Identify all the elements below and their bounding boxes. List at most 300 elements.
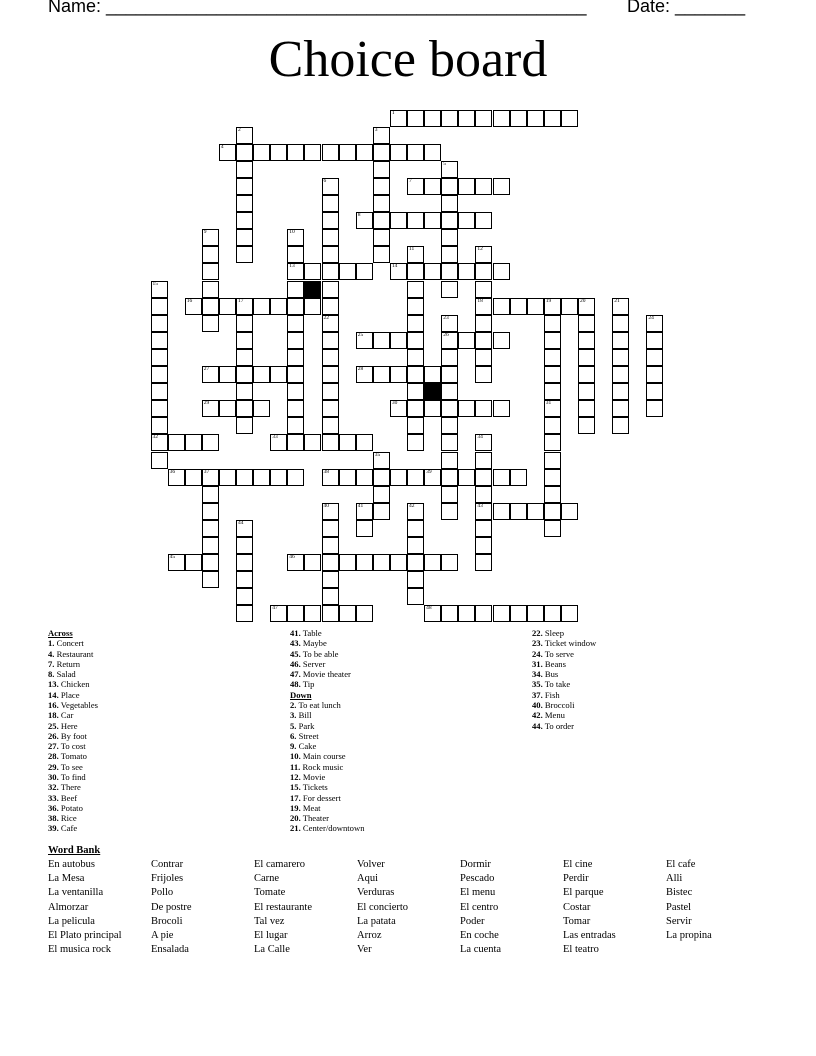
crossword-cell[interactable]	[578, 383, 595, 400]
crossword-cell[interactable]	[493, 332, 510, 349]
crossword-cell[interactable]	[407, 469, 424, 486]
crossword-cell[interactable]	[151, 383, 168, 400]
crossword-cell[interactable]	[475, 212, 492, 229]
crossword-cell[interactable]	[236, 588, 253, 605]
crossword-cell[interactable]	[544, 400, 561, 417]
crossword-cell[interactable]	[390, 212, 407, 229]
crossword-cell[interactable]	[407, 588, 424, 605]
crossword-cell[interactable]	[339, 263, 356, 280]
crossword-cell[interactable]	[236, 400, 253, 417]
crossword-cell[interactable]	[578, 332, 595, 349]
crossword-cell[interactable]	[339, 605, 356, 622]
crossword-cell[interactable]	[441, 417, 458, 434]
crossword-cell[interactable]	[236, 469, 253, 486]
crossword-cell[interactable]	[441, 554, 458, 571]
crossword-cell[interactable]	[407, 263, 424, 280]
crossword-cell[interactable]	[441, 315, 458, 332]
crossword-cell[interactable]	[441, 383, 458, 400]
crossword-cell[interactable]	[219, 298, 236, 315]
crossword-cell[interactable]	[441, 229, 458, 246]
crossword-cell[interactable]	[304, 434, 321, 451]
crossword-cell[interactable]	[322, 520, 339, 537]
crossword-cell[interactable]	[373, 366, 390, 383]
crossword-cell[interactable]	[151, 281, 168, 298]
crossword-cell[interactable]	[236, 605, 253, 622]
crossword-cell[interactable]	[356, 144, 373, 161]
crossword-cell[interactable]	[339, 144, 356, 161]
crossword-cell[interactable]	[322, 263, 339, 280]
crossword-cell[interactable]	[287, 417, 304, 434]
crossword-cell[interactable]	[407, 315, 424, 332]
crossword-cell[interactable]	[202, 571, 219, 588]
crossword-cell[interactable]	[441, 486, 458, 503]
crossword-cell[interactable]	[356, 605, 373, 622]
crossword-cell[interactable]	[544, 417, 561, 434]
crossword-cell[interactable]	[322, 315, 339, 332]
crossword-cell[interactable]	[441, 452, 458, 469]
crossword-cell[interactable]	[424, 212, 441, 229]
crossword-cell[interactable]	[373, 178, 390, 195]
crossword-cell[interactable]	[407, 537, 424, 554]
crossword-cell[interactable]	[458, 332, 475, 349]
crossword-cell[interactable]	[612, 400, 629, 417]
crossword-cell[interactable]	[441, 178, 458, 195]
crossword-cell[interactable]	[544, 486, 561, 503]
crossword-cell[interactable]	[561, 503, 578, 520]
crossword-cell[interactable]	[287, 281, 304, 298]
crossword-cell[interactable]	[612, 332, 629, 349]
crossword-cell[interactable]	[424, 400, 441, 417]
crossword-cell[interactable]	[390, 332, 407, 349]
crossword-cell[interactable]	[441, 332, 458, 349]
crossword-cell[interactable]	[253, 298, 270, 315]
crossword-cell[interactable]	[407, 212, 424, 229]
crossword-cell[interactable]	[475, 332, 492, 349]
crossword-cell[interactable]	[475, 503, 492, 520]
crossword-cell[interactable]	[236, 229, 253, 246]
crossword-cell[interactable]	[356, 263, 373, 280]
crossword-cell[interactable]	[527, 110, 544, 127]
crossword-cell[interactable]	[441, 503, 458, 520]
crossword-cell[interactable]	[441, 281, 458, 298]
crossword-cell[interactable]	[390, 469, 407, 486]
crossword-cell[interactable]	[236, 212, 253, 229]
crossword-cell[interactable]	[339, 469, 356, 486]
crossword-cell[interactable]	[441, 110, 458, 127]
crossword-cell[interactable]	[202, 486, 219, 503]
crossword-cell[interactable]	[527, 503, 544, 520]
crossword-cell[interactable]	[236, 520, 253, 537]
crossword-cell[interactable]	[168, 469, 185, 486]
crossword-cell[interactable]	[202, 554, 219, 571]
crossword-cell[interactable]	[356, 469, 373, 486]
crossword-cell[interactable]	[373, 127, 390, 144]
crossword-cell[interactable]	[578, 366, 595, 383]
crossword-cell[interactable]	[407, 434, 424, 451]
crossword-cell[interactable]	[424, 605, 441, 622]
crossword-cell[interactable]	[322, 605, 339, 622]
crossword-cell[interactable]	[475, 537, 492, 554]
crossword-cell[interactable]	[236, 383, 253, 400]
crossword-cell[interactable]	[646, 366, 663, 383]
crossword-cell[interactable]	[544, 434, 561, 451]
crossword-cell[interactable]	[646, 400, 663, 417]
crossword-cell[interactable]	[185, 434, 202, 451]
crossword-cell[interactable]	[373, 452, 390, 469]
crossword-cell[interactable]	[287, 383, 304, 400]
crossword-cell[interactable]	[646, 383, 663, 400]
crossword-cell[interactable]	[322, 434, 339, 451]
crossword-cell[interactable]	[151, 417, 168, 434]
crossword-cell[interactable]	[287, 332, 304, 349]
crossword-cell[interactable]	[202, 503, 219, 520]
crossword-cell[interactable]	[253, 400, 270, 417]
crossword-cell[interactable]	[578, 298, 595, 315]
crossword-cell[interactable]	[322, 298, 339, 315]
crossword-cell[interactable]	[202, 469, 219, 486]
crossword-cell[interactable]	[356, 332, 373, 349]
crossword-cell[interactable]	[510, 298, 527, 315]
crossword-cell[interactable]	[287, 349, 304, 366]
crossword-cell[interactable]	[578, 315, 595, 332]
crossword-cell[interactable]	[424, 554, 441, 571]
crossword-cell[interactable]	[390, 144, 407, 161]
crossword-cell[interactable]	[527, 605, 544, 622]
crossword-cell[interactable]	[475, 178, 492, 195]
crossword-cell[interactable]	[441, 263, 458, 280]
crossword-cell[interactable]	[151, 315, 168, 332]
crossword-cell[interactable]	[424, 144, 441, 161]
crossword-cell[interactable]	[304, 605, 321, 622]
crossword-cell[interactable]	[304, 144, 321, 161]
crossword-cell[interactable]	[322, 212, 339, 229]
crossword-cell[interactable]	[510, 503, 527, 520]
crossword-cell[interactable]	[561, 110, 578, 127]
crossword-cell[interactable]	[475, 605, 492, 622]
crossword-cell[interactable]	[322, 195, 339, 212]
crossword-cell[interactable]	[475, 263, 492, 280]
crossword-cell[interactable]	[304, 554, 321, 571]
crossword-cell[interactable]	[236, 178, 253, 195]
crossword-cell[interactable]	[373, 503, 390, 520]
crossword-cell[interactable]	[612, 383, 629, 400]
crossword-cell[interactable]	[322, 349, 339, 366]
crossword-cell[interactable]	[202, 520, 219, 537]
crossword-cell[interactable]	[646, 349, 663, 366]
crossword-cell[interactable]	[236, 537, 253, 554]
crossword-cell[interactable]	[475, 298, 492, 315]
crossword-cell[interactable]	[407, 281, 424, 298]
crossword-cell[interactable]	[544, 298, 561, 315]
crossword-cell[interactable]	[475, 434, 492, 451]
crossword-cell[interactable]	[322, 144, 339, 161]
crossword-cell[interactable]	[236, 554, 253, 571]
crossword-cell[interactable]	[219, 400, 236, 417]
crossword-cell[interactable]	[185, 554, 202, 571]
crossword-cell[interactable]	[322, 383, 339, 400]
crossword-cell[interactable]	[151, 452, 168, 469]
crossword-cell[interactable]	[270, 144, 287, 161]
crossword-cell[interactable]	[373, 246, 390, 263]
crossword-cell[interactable]	[304, 298, 321, 315]
crossword-cell[interactable]	[407, 383, 424, 400]
crossword-cell[interactable]	[339, 554, 356, 571]
crossword-cell[interactable]	[510, 605, 527, 622]
crossword-cell[interactable]	[458, 178, 475, 195]
crossword-cell[interactable]	[322, 332, 339, 349]
crossword-cell[interactable]	[458, 263, 475, 280]
crossword-cell[interactable]	[424, 110, 441, 127]
crossword-cell[interactable]	[356, 520, 373, 537]
crossword-cell[interactable]	[407, 503, 424, 520]
crossword-cell[interactable]	[407, 417, 424, 434]
crossword-cell[interactable]	[544, 366, 561, 383]
crossword-cell[interactable]	[646, 315, 663, 332]
crossword-cell[interactable]	[322, 417, 339, 434]
crossword-cell[interactable]	[202, 315, 219, 332]
crossword-cell[interactable]	[287, 144, 304, 161]
crossword-cell[interactable]	[544, 332, 561, 349]
crossword-cell[interactable]	[202, 229, 219, 246]
crossword-cell[interactable]	[236, 315, 253, 332]
crossword-cell[interactable]	[236, 417, 253, 434]
crossword-cell[interactable]	[475, 520, 492, 537]
crossword-cell[interactable]	[441, 605, 458, 622]
crossword-cell[interactable]	[219, 144, 236, 161]
crossword-cell[interactable]	[356, 434, 373, 451]
crossword-cell[interactable]	[475, 486, 492, 503]
crossword-cell[interactable]	[458, 469, 475, 486]
crossword-cell[interactable]	[202, 246, 219, 263]
crossword-cell[interactable]	[151, 366, 168, 383]
crossword-cell[interactable]	[390, 366, 407, 383]
crossword-cell[interactable]	[544, 315, 561, 332]
crossword-cell[interactable]	[646, 332, 663, 349]
crossword-cell[interactable]	[270, 469, 287, 486]
crossword-cell[interactable]	[441, 469, 458, 486]
crossword-cell[interactable]	[151, 434, 168, 451]
crossword-cell[interactable]	[202, 400, 219, 417]
crossword-cell[interactable]	[544, 520, 561, 537]
crossword-cell[interactable]	[458, 605, 475, 622]
crossword-cell[interactable]	[185, 298, 202, 315]
crossword-cell[interactable]	[612, 298, 629, 315]
crossword-cell[interactable]	[407, 246, 424, 263]
crossword-cell[interactable]	[270, 366, 287, 383]
crossword-cell[interactable]	[493, 605, 510, 622]
crossword-cell[interactable]	[287, 229, 304, 246]
crossword-cell[interactable]	[202, 263, 219, 280]
crossword-cell[interactable]	[493, 400, 510, 417]
crossword-cell[interactable]	[475, 281, 492, 298]
crossword-cell[interactable]	[356, 366, 373, 383]
crossword-cell[interactable]	[407, 298, 424, 315]
crossword-cell[interactable]	[544, 110, 561, 127]
crossword-cell[interactable]	[441, 246, 458, 263]
crossword-cell[interactable]	[407, 554, 424, 571]
crossword-cell[interactable]	[561, 298, 578, 315]
crossword-cell[interactable]	[287, 554, 304, 571]
crossword-cell[interactable]	[253, 366, 270, 383]
crossword-cell[interactable]	[458, 400, 475, 417]
crossword-cell[interactable]	[373, 161, 390, 178]
crossword-cell[interactable]	[544, 605, 561, 622]
crossword-cell[interactable]	[322, 469, 339, 486]
crossword-cell[interactable]	[322, 178, 339, 195]
crossword-cell[interactable]	[356, 212, 373, 229]
crossword-cell[interactable]	[287, 434, 304, 451]
crossword-cell[interactable]	[236, 161, 253, 178]
crossword-cell[interactable]	[202, 281, 219, 298]
crossword-cell[interactable]	[475, 315, 492, 332]
crossword-cell[interactable]	[475, 554, 492, 571]
crossword-cell[interactable]	[407, 144, 424, 161]
crossword-cell[interactable]	[407, 366, 424, 383]
crossword-cell[interactable]	[322, 246, 339, 263]
crossword-cell[interactable]	[441, 212, 458, 229]
crossword-cell[interactable]	[236, 127, 253, 144]
crossword-cell[interactable]	[202, 434, 219, 451]
crossword-cell[interactable]	[287, 400, 304, 417]
crossword-cell[interactable]	[253, 469, 270, 486]
crossword-cell[interactable]	[270, 605, 287, 622]
crossword-cell[interactable]	[322, 537, 339, 554]
crossword-cell[interactable]	[475, 366, 492, 383]
crossword-cell[interactable]	[407, 178, 424, 195]
crossword-cell[interactable]	[373, 486, 390, 503]
crossword-cell[interactable]	[441, 434, 458, 451]
crossword-cell[interactable]	[322, 400, 339, 417]
crossword-cell[interactable]	[561, 605, 578, 622]
crossword-cell[interactable]	[287, 246, 304, 263]
crossword-cell[interactable]	[407, 520, 424, 537]
crossword-cell[interactable]	[424, 366, 441, 383]
crossword-cell[interactable]	[544, 469, 561, 486]
crossword-cell[interactable]	[287, 366, 304, 383]
crossword-cell[interactable]	[612, 349, 629, 366]
crossword-cell[interactable]	[270, 434, 287, 451]
crossword-cell[interactable]	[236, 571, 253, 588]
crossword-cell[interactable]	[151, 400, 168, 417]
crossword-cell[interactable]	[322, 229, 339, 246]
crossword-cell[interactable]	[578, 417, 595, 434]
crossword-cell[interactable]	[407, 349, 424, 366]
crossword-cell[interactable]	[270, 298, 287, 315]
crossword-cell[interactable]	[202, 366, 219, 383]
crossword-cell[interactable]	[510, 469, 527, 486]
crossword-cell[interactable]	[612, 315, 629, 332]
crossword-cell[interactable]	[458, 212, 475, 229]
crossword-cell[interactable]	[441, 349, 458, 366]
crossword-cell[interactable]	[544, 349, 561, 366]
crossword-cell[interactable]	[236, 195, 253, 212]
crossword-cell[interactable]	[475, 246, 492, 263]
crossword-cell[interactable]	[493, 298, 510, 315]
crossword-cell[interactable]	[493, 178, 510, 195]
crossword-cell[interactable]	[475, 452, 492, 469]
crossword-cell[interactable]	[236, 298, 253, 315]
crossword-cell[interactable]	[236, 332, 253, 349]
crossword-cell[interactable]	[475, 349, 492, 366]
crossword-cell[interactable]	[578, 400, 595, 417]
crossword-cell[interactable]	[441, 161, 458, 178]
crossword-cell[interactable]	[390, 263, 407, 280]
crossword-cell[interactable]	[544, 503, 561, 520]
crossword-cell[interactable]	[339, 434, 356, 451]
crossword-cell[interactable]	[373, 195, 390, 212]
crossword-cell[interactable]	[168, 554, 185, 571]
crossword-cell[interactable]	[322, 503, 339, 520]
crossword-cell[interactable]	[424, 263, 441, 280]
crossword-cell[interactable]	[390, 400, 407, 417]
crossword-cell[interactable]	[441, 366, 458, 383]
crossword-cell[interactable]	[578, 349, 595, 366]
crossword-cell[interactable]	[493, 110, 510, 127]
crossword-cell[interactable]	[475, 469, 492, 486]
crossword-cell[interactable]	[356, 554, 373, 571]
crossword-cell[interactable]	[322, 571, 339, 588]
crossword-cell[interactable]	[219, 366, 236, 383]
crossword-cell[interactable]	[287, 469, 304, 486]
crossword-cell[interactable]	[373, 212, 390, 229]
crossword-cell[interactable]	[441, 195, 458, 212]
crossword-cell[interactable]	[493, 469, 510, 486]
crossword-cell[interactable]	[185, 469, 202, 486]
crossword-cell[interactable]	[287, 605, 304, 622]
crossword-cell[interactable]	[236, 366, 253, 383]
crossword-cell[interactable]	[441, 400, 458, 417]
crossword-cell[interactable]	[407, 571, 424, 588]
crossword-cell[interactable]	[322, 554, 339, 571]
crossword-cell[interactable]	[407, 332, 424, 349]
crossword-cell[interactable]	[151, 298, 168, 315]
crossword-cell[interactable]	[544, 383, 561, 400]
crossword-cell[interactable]	[253, 144, 270, 161]
crossword-cell[interactable]	[151, 349, 168, 366]
crossword-cell[interactable]	[322, 281, 339, 298]
crossword-cell[interactable]	[373, 229, 390, 246]
crossword-cell[interactable]	[390, 554, 407, 571]
crossword-cell[interactable]	[304, 263, 321, 280]
crossword-cell[interactable]	[373, 144, 390, 161]
crossword-cell[interactable]	[475, 110, 492, 127]
crossword-cell[interactable]	[322, 366, 339, 383]
crossword-cell[interactable]	[373, 469, 390, 486]
crossword-cell[interactable]	[202, 298, 219, 315]
crossword-cell[interactable]	[322, 588, 339, 605]
crossword-cell[interactable]	[612, 366, 629, 383]
crossword-cell[interactable]	[612, 417, 629, 434]
crossword-cell[interactable]	[458, 110, 475, 127]
crossword-cell[interactable]	[424, 178, 441, 195]
crossword-cell[interactable]	[493, 263, 510, 280]
crossword-cell[interactable]	[236, 144, 253, 161]
crossword-cell[interactable]	[373, 332, 390, 349]
crossword-cell[interactable]	[236, 349, 253, 366]
crossword-cell[interactable]	[475, 400, 492, 417]
crossword-cell[interactable]	[407, 110, 424, 127]
crossword-cell[interactable]	[527, 298, 544, 315]
crossword-cell[interactable]	[373, 554, 390, 571]
crossword-cell[interactable]	[510, 110, 527, 127]
crossword-cell[interactable]	[287, 263, 304, 280]
crossword-cell[interactable]	[287, 298, 304, 315]
crossword-cell[interactable]	[168, 434, 185, 451]
crossword-cell[interactable]	[287, 315, 304, 332]
crossword-cell[interactable]	[151, 332, 168, 349]
crossword-cell[interactable]	[407, 400, 424, 417]
crossword-cell[interactable]	[390, 110, 407, 127]
